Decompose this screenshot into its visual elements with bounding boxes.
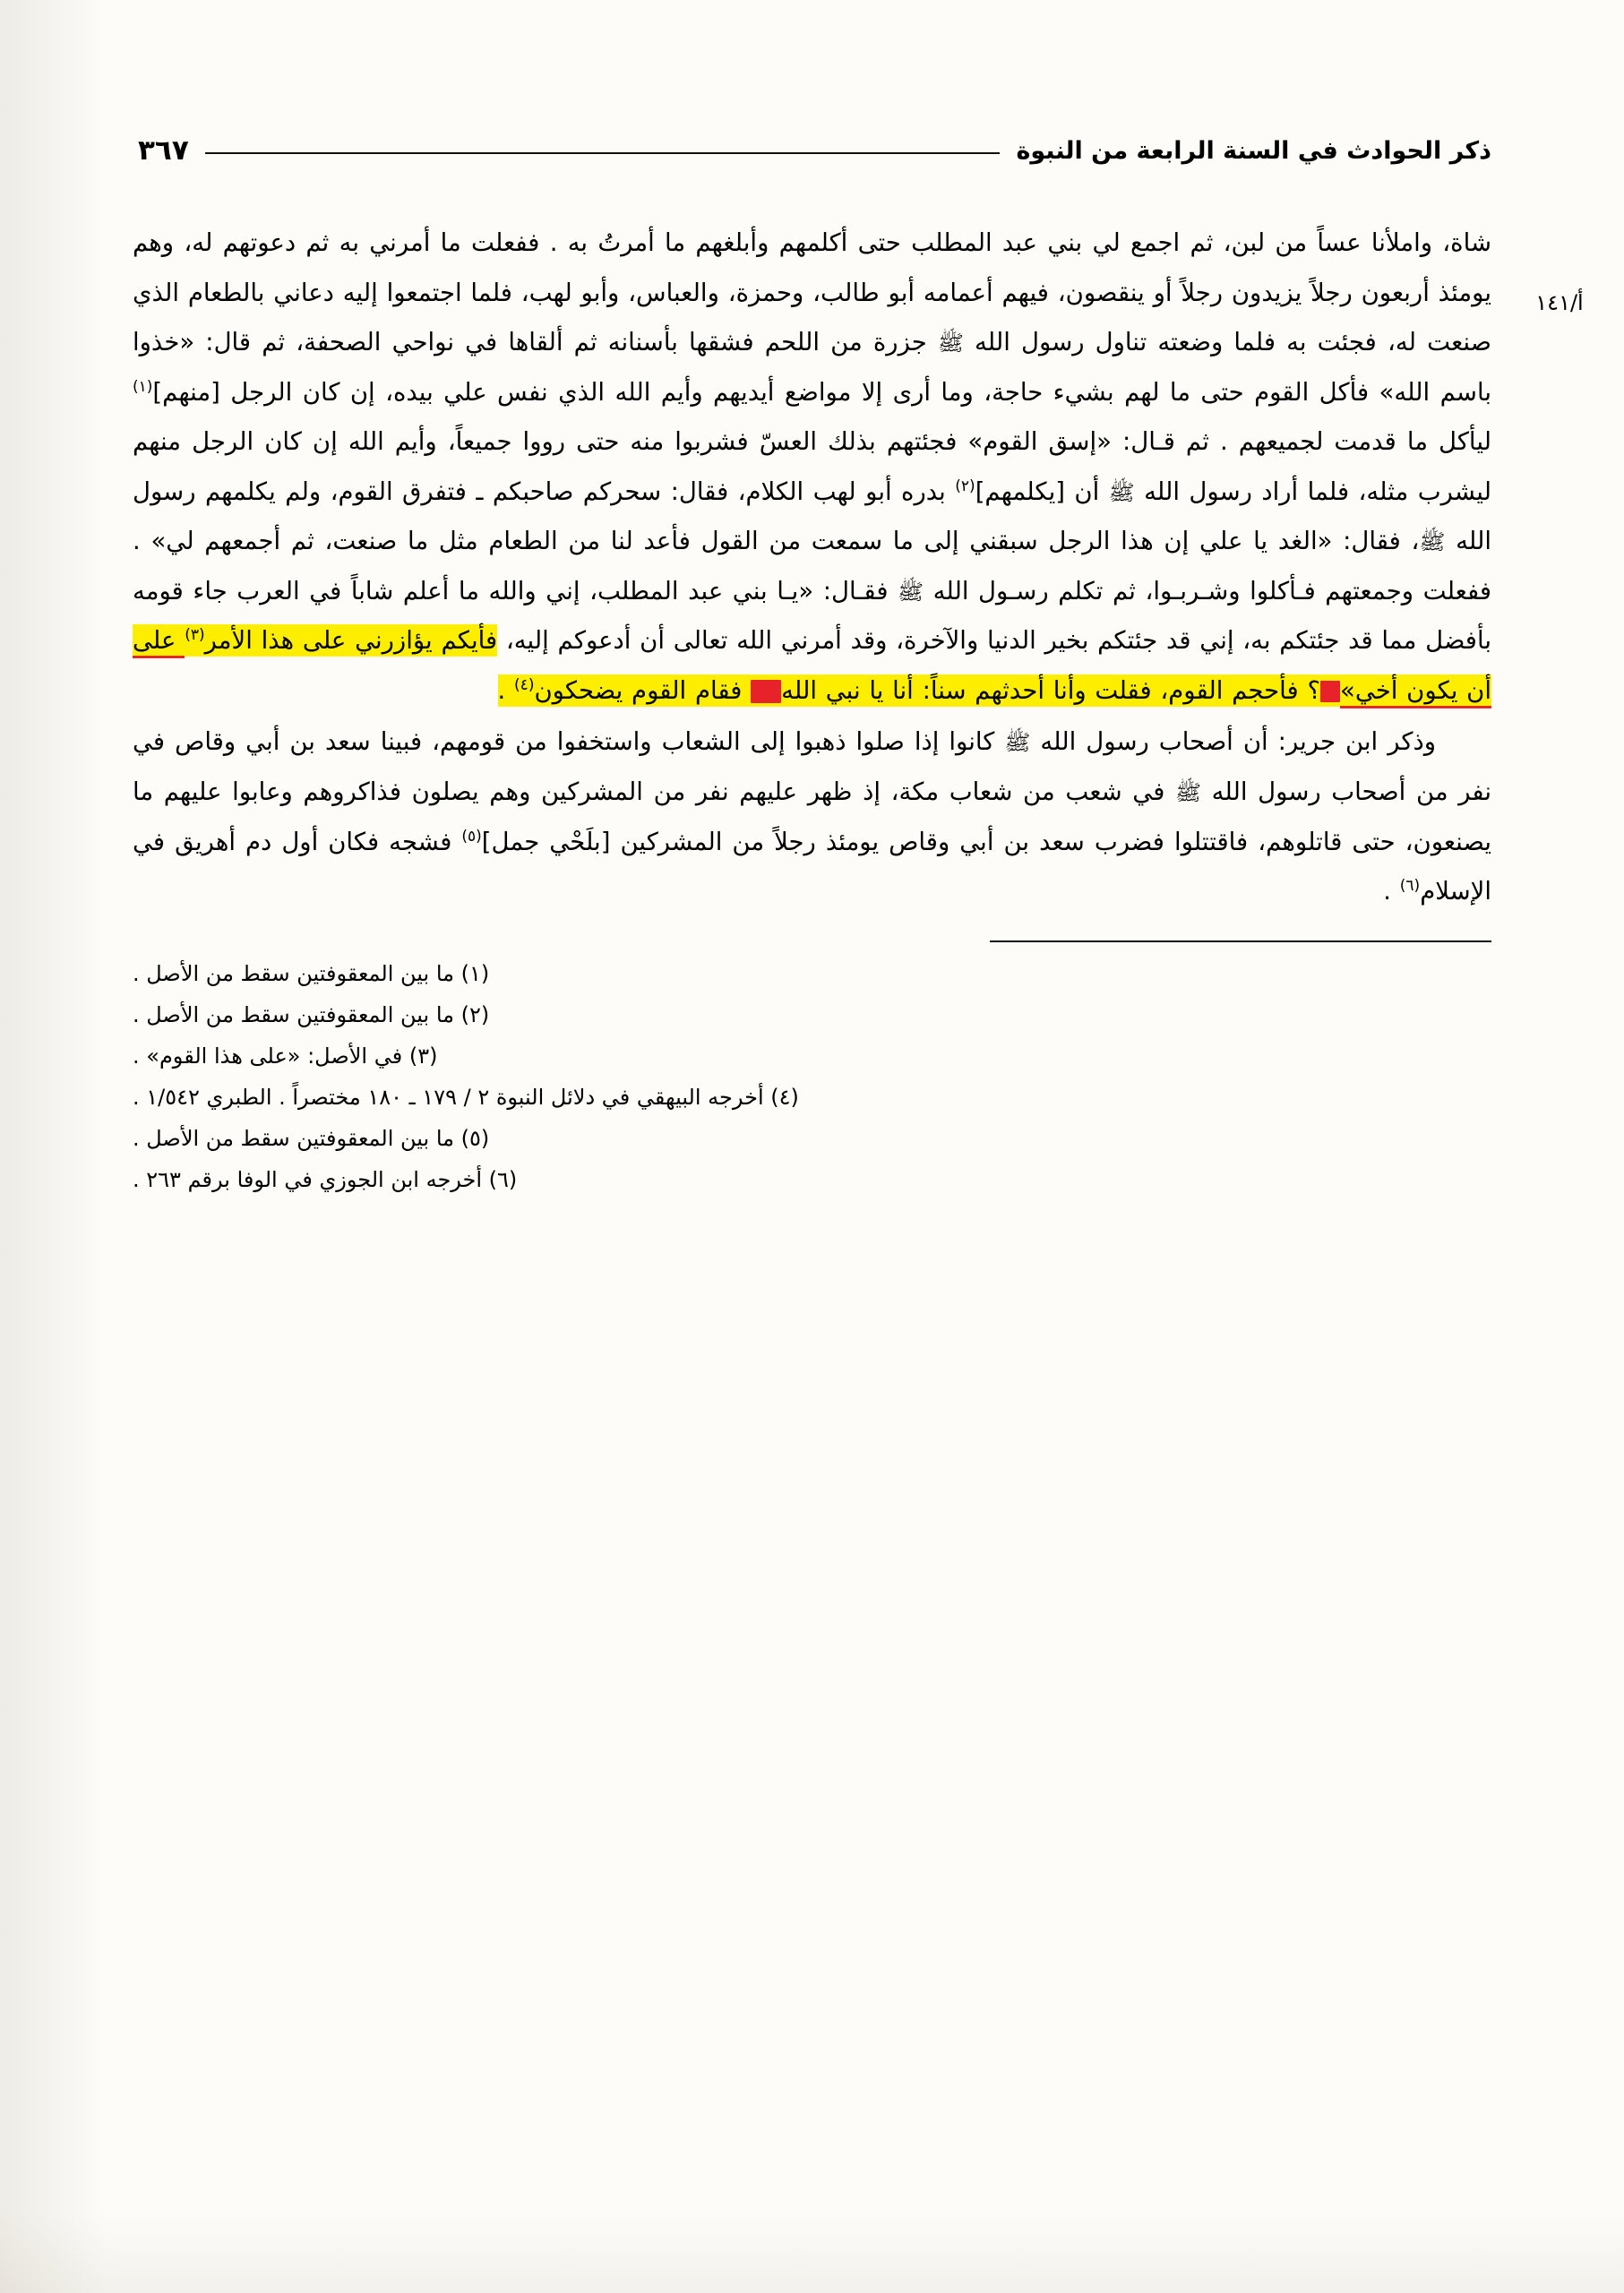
text-run: وذكر ابن جرير: أن أصحاب رسول الله — [1030, 727, 1436, 757]
paragraph-2 — [133, 717, 1491, 916]
footnote-reference: (٥) — [461, 827, 482, 846]
footnote-reference: (٦) — [1399, 876, 1421, 895]
footnote-item: (٣) في الأصل: «على هذا القوم» . — [133, 1043, 438, 1069]
text-run: على أن يكون أخي» — [133, 626, 1491, 709]
sallallahu-alayhi-wasallam-glyph: ﷺ — [898, 579, 924, 605]
page-content — [133, 134, 1491, 1200]
text-run: بدره أبو لهب الكلام، فقال: سحركم صاحبكم ـ فتفرق القوم، ولم يكلمهم رسول الله — [133, 477, 1492, 556]
folio-marker: أ/١٤١ — [1535, 290, 1584, 315]
sallallahu-alayhi-wasallam-glyph: ﷺ — [1419, 529, 1446, 555]
scan-shadow-left — [0, 0, 107, 2293]
footnote-item: (١) ما بين المعقوفتين سقط من الأصل . — [133, 960, 490, 986]
sallallahu-alayhi-wasallam-glyph: ﷺ — [1108, 479, 1135, 505]
text-run: أن [يكلمهم] — [975, 477, 1109, 506]
text-run: ليأكل ما قدمت لجميعهم . ثم قـال: «إسق القوم» فجئتهم بذلك العسّ فشربوا منه حتى رووا جميعاً، وأيم الله إن كان الرجل منهم ليشرب مثله، فلما أراد رسول الله — [133, 427, 1491, 506]
footnote-reference: (٢) — [955, 477, 975, 495]
text-run: فقام القوم يضحكون — [534, 675, 752, 705]
body-text — [133, 219, 1491, 917]
footnote-item: (٦) أخرجه ابن الجوزي في الوفا برقم ٢٦٣ . — [133, 1167, 518, 1193]
text-run: . — [497, 675, 515, 705]
text-run: كانوا إذا صلوا ذهبوا إلى الشعاب واستخفوا من قومهم، فبينا سعد بن أبي وقاص في نفر من أصحاب رسول الله — [133, 727, 1491, 807]
footnote-reference: (٣) — [185, 626, 205, 645]
page-number: ٣٦٧ — [138, 134, 189, 167]
paragraph-1 — [133, 219, 1491, 716]
text-run: شاة، واملأنا عساً من لبن، ثم اجمع لي بني عبد المطلب حتى أكلمهم وأبلغهم ما أمرتُ به . ففعلت ما أمرني به ثم دعوتهم له، وهم يومئذ أربعون رجلاً يزيدون رجلاً أو ينقصون، فيهم أعمامه أبو طالب، وحمزة، والعباس، وأبو لهب، فلما اجتمعوا إليه دعاني بالطعام الذي صنعت له، فجئت به فلما وضعته تناول رسول الله — [133, 228, 1491, 357]
footnote-list — [133, 953, 1491, 1200]
footnote-separator — [990, 940, 1491, 942]
sallallahu-alayhi-wasallam-glyph: ﷺ — [1004, 730, 1031, 756]
footnote-item: (٤) أخرجه البيهقي في دلائل النبوة ٢ / ١٧٩ ـ ١٨٠ مختصراً . الطبري ١/٥٤٢ . — [133, 1084, 799, 1110]
text-run: . — [1383, 877, 1400, 906]
sallallahu-alayhi-wasallam-glyph: ﷺ — [1174, 780, 1201, 806]
footnote-item: (٢) ما بين المعقوفتين سقط من الأصل . — [133, 1001, 490, 1027]
text-run: جزرة من اللحم فشقها بأسنانه ثم ألقاها في نواحي الصحفة، ثم قال: «خذوا باسم الله» فأكل القوم حتى ما لهم بشيء حاجة، وما أرى إلا مواضع أيديهم وأيم الله الذي نفس علي بيده، إن كان الرجل [منهم] — [133, 328, 1491, 407]
redaction-mark — [751, 680, 781, 703]
running-head: ذكر الحوادث في السنة الرابعة من النبوة — [1016, 136, 1491, 165]
page-header — [133, 134, 1491, 167]
text-run: ، فقال: «الغد يا علي إن هذا الرجل سبقني إلى ما سمعت من القول فأعد لنا من الطعام مثل ما صنعت، ثم أجمعهم لي» . ففعلت وجمعتهم فـأكلوا وشـربـوا، ثم تكلم رسـول الله — [133, 527, 1492, 605]
sallallahu-alayhi-wasallam-glyph: ﷺ — [937, 331, 964, 356]
footnote-reference: (١) — [133, 377, 153, 396]
text-run: ؟ فأحجم القوم، فقلت وأنا أحدثهم سناً: أنا يا نبي الله — [781, 675, 1321, 705]
text-run: فشجه فكان أول دم أهريق في الإسلام — [133, 827, 1491, 906]
footnote-reference: (٤) — [514, 675, 535, 694]
scan-shadow-bottom — [0, 2212, 1624, 2293]
text-run: فقـال: «يـا بني عبد المطلب، إني والله ما أعلم شاباً في العرب جاء قومه بأفضل مما قد جئتكم به، إني قد جئتكم بخير الدنيا والآخرة، وقد أمرني الله تعالى أن أدعوكم إليه، — [133, 576, 1491, 656]
redaction-mark — [1320, 681, 1340, 702]
text-run: فأيكم يؤازرني على هذا الأمر — [204, 626, 498, 656]
footnote-item: (٥) ما بين المعقوفتين سقط من الأصل . — [133, 1125, 490, 1151]
header-rule — [205, 152, 1001, 154]
text-run: في شعب من شعاب مكة، إذ ظهر عليهم نفر من المشركين وهم يصلون فذاكروهم وعابوا عليهم ما يصنعون، حتى قاتلوهم، فاقتتلوا فضرب سعد بن أبي وقاص يومئذ رجلاً من المشركين [بلَحْي جمل] — [133, 777, 1491, 856]
